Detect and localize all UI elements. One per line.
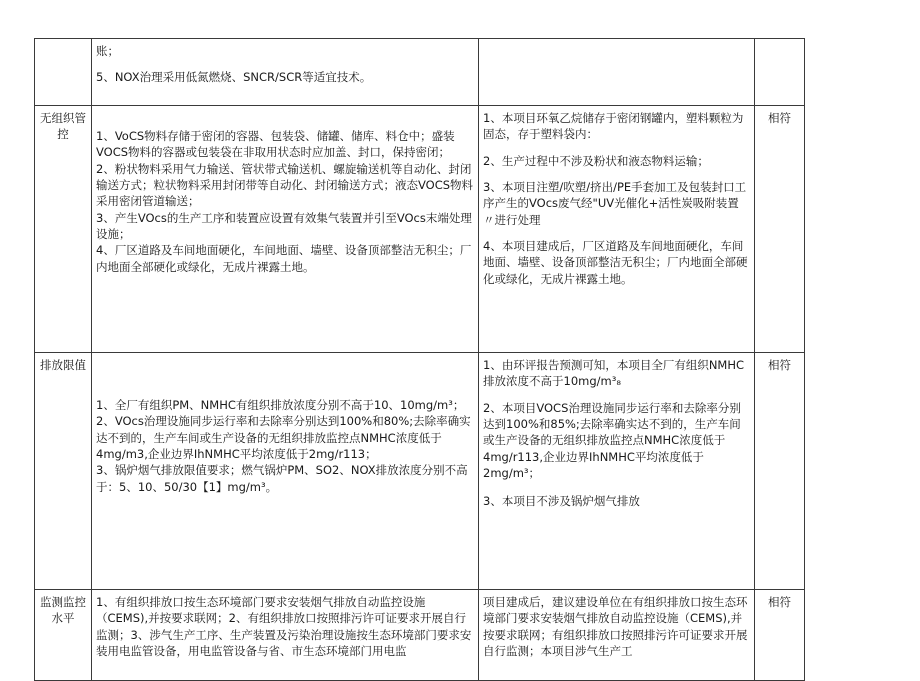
category-cell: 监测监控水平: [35, 590, 92, 681]
project-text: 2、本项目VOCS治理设施同步运行率和去除率分别达到100%和85%;去除率确实达不到的，生产车间或生产设备的无组织排放监控点NMHC浓度低于4mg∕r113,企业边界IhNMHC平均浓度低于2mg∕m³；: [483, 400, 741, 480]
table-row: [35, 106, 805, 353]
requirement-text: 2、粉状物料采用气力输送、管状带式输送机、螺旋输送机等自动化、封闭输送方式；粒状物料采用封闭带等自动化、封闭输送方式；液态VOCS物料采用密闭管道输送；: [96, 161, 474, 209]
requirement-text: 1、VoCS物料存储于密闭的容器、包装袋、储罐、储库、料仓中；盛装VOCS物料的容器或包装袋在非取用状态时应加盖、封口，保持密闭；: [96, 129, 455, 160]
project-cell: [479, 39, 755, 106]
table-row: [35, 590, 805, 681]
requirement-text: 4、厂区道路及车间地面硬化，车间地面、墙壁、设备顶部整洁无积尘；厂内地面全部硬化或绿化，无成片裸露土地。: [96, 243, 472, 274]
category-cell: 无组织管控: [35, 106, 92, 353]
requirement-cell: [92, 39, 479, 106]
requirement-text: 1、全厂有组织PM、NMHC有组织排放浓度分别不高于10、10mg∕m³；: [96, 398, 465, 412]
project-cell: [479, 353, 755, 590]
requirement-text: 1、有组织排放口按生态环境部门要求安装烟气排放自动监控设施（CEMS),并按要求联网；2、有组织排放口按照排污许可证要求开展自行监测；3、涉气生产工序、生产装置及污染治理设施按生态环境部门要求安装用电监管设备，用电监管设备与省、市生态环境部门用电监: [96, 595, 472, 658]
requirement-text: 5、NOX治理采用低氮燃烧、SNCR/SCR等适宜技术。: [96, 70, 372, 85]
project-cell: [479, 590, 755, 681]
project-text: 3、本项目注塑/吹塑/挤出/PE手套加工及包装封口工序产生的VOcs废气经"UV光催化+活性炭吸附装置〃进行处理: [483, 179, 747, 227]
requirement-text: 2、VOcs治理设施同步运行率和去除率分别达到100%和80%;去除率确实达不到的，生产车间或生产设备的无组织排放监控点NMHC浓度低于4mg∕m3,企业边界IhNMHC平均浓度低于2mg∕r113；: [96, 414, 471, 461]
project-text: 4、本项目建成后，厂区道路及车间地面硬化，车间地面、墙壁、设备顶部整洁无积尘；厂内地面全部硬化或绿化，无成片裸露土地。: [483, 238, 748, 286]
category-cell: [35, 39, 92, 106]
result-cell: 相符: [755, 353, 805, 590]
requirement-cell: [92, 106, 479, 353]
requirement-cell: [92, 590, 479, 681]
project-text: 2、生产过程中不涉及粉状和液态物料运输；: [483, 153, 709, 168]
requirement-text: 3、产生VOcs的生产工序和装置应设置有效集气装置并引至VOcs末端处理设施；: [96, 210, 472, 241]
project-text: 1、本项目环氧乙烷储存于密闭钢罐内，塑料颗粒为固态，存于塑料袋内：: [483, 111, 744, 142]
category-cell: 排放限值: [35, 353, 92, 590]
requirement-text: 3、锅炉烟气排放限值要求；燃气锅炉PM、SO2、NOX排放浓度分别不高于：5、10、50/30【1】mg∕m³。: [96, 463, 468, 494]
project-text: 项目建成后，建议建设单位在有组织排放口按生态环境部门要求安装烟气排放自动监控设施（CEMS),并按要求联网；有组织排放口按照排污许可证要求开展自行监测；本项目涉气生产工: [483, 595, 748, 658]
result-cell: 相符: [755, 590, 805, 681]
table-row: [35, 39, 805, 106]
requirement-cell: [92, 353, 479, 590]
project-text: 1、由环评报告预测可知，本项目全厂有组织NMHC排放浓度不高于10mg∕m³₈: [483, 358, 745, 389]
project-text: 3、本项目不涉及锅炉烟气排放: [483, 494, 640, 509]
compliance-table: [34, 38, 805, 681]
result-cell: 相符: [755, 106, 805, 353]
project-cell: [479, 106, 755, 353]
result-cell: [755, 39, 805, 106]
requirement-text: 账；: [96, 44, 119, 58]
table-row: [35, 353, 805, 590]
